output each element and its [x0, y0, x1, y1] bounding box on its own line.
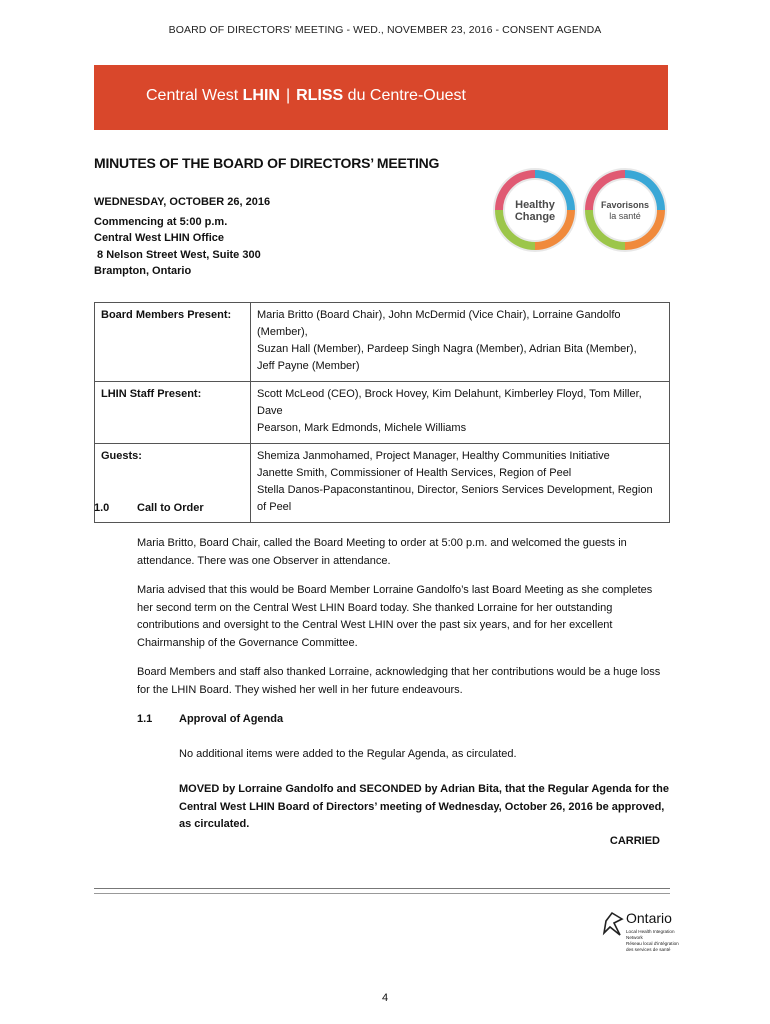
- attendance-label: LHIN Staff Present:: [95, 382, 251, 444]
- svg-text:Change: Change: [514, 211, 556, 223]
- banner-fr: du Centre-Ouest: [343, 87, 466, 104]
- attendance-label: Guests:: [95, 444, 251, 523]
- lhin-banner: [94, 65, 668, 130]
- footer-divider: [94, 888, 670, 894]
- attendance-row-staff: [95, 382, 670, 444]
- attendance-line: Shemiza Janmohamed, Project Manager, Healthy Communities Initiative: [257, 450, 610, 462]
- healthy-change-logo: [499, 174, 571, 246]
- banner-title: [146, 87, 466, 105]
- svg-text:Favorisons: Favorisons: [600, 200, 650, 210]
- healthy-change-logos: [490, 155, 670, 275]
- meeting-city: Brampton, Ontario: [94, 265, 192, 277]
- attendance-names: [251, 444, 670, 523]
- svg-text:Network: Network: [626, 935, 643, 940]
- banner-fr-bold: RLISS: [296, 87, 344, 104]
- subsection-title: Approval of Agenda: [179, 713, 284, 725]
- trillium-icon: [604, 913, 622, 935]
- section-number: 1.0: [94, 502, 110, 514]
- paragraph: Maria Britto, Board Chair, called the Board Meeting to order at 5:00 p.m. and welcomed the guests in attendance. There was one Observer in attendance.: [137, 537, 627, 567]
- attendance-line: Jeff Payne (Member): [257, 360, 360, 372]
- attendance-label: Board Members Present:: [95, 303, 251, 382]
- attendance-line: Janette Smith, Commissioner of Health Services, Region of Peel: [257, 467, 572, 479]
- page-number: 4: [381, 992, 389, 1004]
- meeting-date: WEDNESDAY, OCTOBER 26, 2016: [94, 196, 271, 208]
- paragraph: Board Members and staff also thanked Lorraine, acknowledging that her contributions would be a huge loss for the LHIN Board. They wished her well in her future endeavours.: [137, 666, 661, 696]
- svg-text:Healthy: Healthy: [515, 199, 555, 211]
- banner-separator: |: [285, 87, 291, 104]
- attendance-line: Scott McLeod (CEO), Brock Hovey, Kim Delahunt, Kimberley Floyd, Tom Miller, Dave: [257, 388, 642, 417]
- section-title: Call to Order: [137, 502, 204, 514]
- svg-text:la santé: la santé: [609, 211, 641, 221]
- attendance-line: Suzan Hall (Member), Pardeep Singh Nagra (Member), Adrian Bita (Member),: [257, 343, 637, 355]
- ontario-lhin-logo: [600, 905, 710, 965]
- banner-en-bold: LHIN: [242, 87, 280, 104]
- attendance-table: [94, 302, 670, 523]
- attendance-line: Stella Danos-Papaconstantinou, Director, Seniors Services Development, Region of Peel: [257, 484, 653, 513]
- banner-en: Central West: [146, 87, 243, 104]
- attendance-names: [251, 303, 670, 382]
- attendance-row-board: [95, 303, 670, 382]
- meeting-office: Central West LHIN Office: [94, 232, 224, 244]
- svg-text:Local Health Integration: Local Health Integration: [626, 929, 675, 934]
- favorisons-la-sante-logo: [589, 174, 661, 246]
- meeting-time: Commencing at 5:00 p.m.: [94, 215, 228, 228]
- paragraph: No additional items were added to the Regular Agenda, as circulated.: [179, 748, 517, 760]
- svg-text:Ontario: Ontario: [626, 910, 672, 926]
- subsection-number: 1.1: [137, 713, 153, 725]
- meeting-street: 8 Nelson Street West, Suite 300: [94, 248, 261, 261]
- motion-text: MOVED by Lorraine Gandolfo and SECONDED by Adrian Bita, that the Regular Agenda for the Central West LHIN Board of Directors’ meeting of Wednesday, October 26, 2016 be approved, as circulated.: [179, 783, 669, 830]
- running-header: BOARD OF DIRECTORS' MEETING - WED., NOVEMBER 23, 2016 - CONSENT AGENDA: [168, 24, 602, 36]
- carried-label: CARRIED: [609, 835, 660, 847]
- svg-text:Réseau local d'intégration: Réseau local d'intégration: [626, 941, 679, 946]
- paragraph: Maria advised that this would be Board Member Lorraine Gandolfo’s last Board Meeting as she completes her second term on the Central West LHIN Board today. She thanked Lorraine for her outstanding contributions and oversight to the Central West LHIN over the past six years, and for her excellent Chairmanship of the Governance Committee.: [137, 584, 653, 649]
- attendance-line: Maria Britto (Board Chair), John McDermid (Vice Chair), Lorraine Gandolfo (Member),: [257, 309, 621, 338]
- svg-text:des services de santé: des services de santé: [626, 947, 671, 952]
- attendance-names: [251, 382, 670, 444]
- document-title: MINUTES OF THE BOARD OF DIRECTORS’ MEETING: [94, 155, 440, 171]
- attendance-line: Pearson, Mark Edmonds, Michele Williams: [257, 422, 467, 434]
- meeting-details: [94, 194, 270, 280]
